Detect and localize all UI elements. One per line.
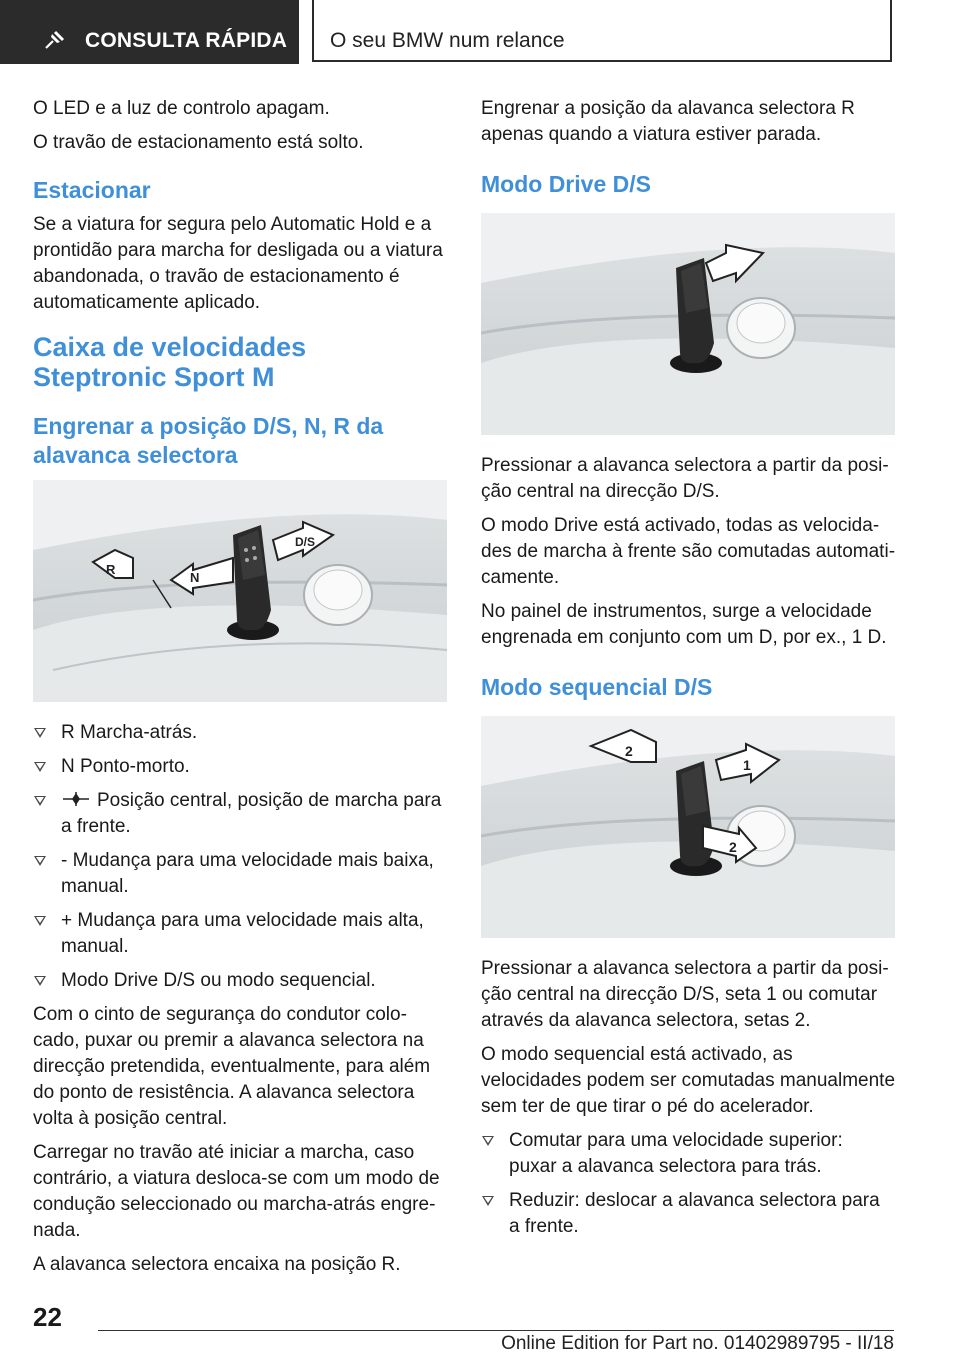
pin-icon [42,28,68,52]
list-item: + Mudança para uma velocidade mais alta, manual. [33,908,447,960]
section-tab[interactable] [312,0,892,62]
paragraph: Pressionar a alavanca selectora a partir da posição central na direcção D/S, seta 1 ou comutar através da alavanca selectora, setas 2. [481,958,889,1031]
label-1: 1 [743,757,751,773]
sequential-mode-illustration [481,716,895,938]
list-item: Reduzir: deslocar a alavanca selectora para a frente. [481,1188,895,1240]
triangle-bullet-icon [34,976,46,986]
paragraph: No painel de instrumentos, surge a velocidade engrenada em conjunto com um D, por ex., 1 D. [481,601,887,648]
gear-selector-illustration [33,480,447,702]
section-title: O seu BMW num relance [330,29,565,52]
left-column [33,96,447,1286]
label-r: R [106,562,116,577]
heading-drive-mode: Modo Drive D/S [481,171,651,197]
label-2-top: 2 [625,743,633,759]
label-n: N [190,570,200,585]
paragraph: O modo sequencial está activado, as velocidades podem ser comutadas manualmente sem ter de que tirar o pé do acelerador. [481,1044,896,1117]
bullet-list [481,1128,895,1240]
paragraph: O travão de estacionamento está solto. [33,132,364,153]
label-ds: D/S [295,535,316,549]
footer-edition: Online Edition for Part no. 01402989795 - II/18 [501,1333,894,1354]
paragraph: A alavanca selectora encaixa na posição R. [33,1254,401,1275]
heading-estacionar: Estacionar [33,177,151,203]
triangle-bullet-icon [34,856,46,866]
heading-steptronic: Caixa de velocidades Steptronic Sport M [33,332,307,392]
paragraph: Engrenar a posição da alavanca selectora R apenas quando a viatura estiver parada. [481,98,855,145]
paragraph: Pressionar a alavanca selectora a partir da posição central na direcção D/S. [481,455,889,502]
footer-divider [98,1330,894,1331]
central-position-icon [61,790,91,808]
right-column [481,96,895,1248]
paragraph: Carregar no travão até iniciar a marcha, caso contrário, a viatura desloca-se com um modo de condução seleccionado ou marcha-atrás engrenada. [33,1142,440,1241]
triangle-bullet-icon [34,916,46,926]
list-item: R Marcha-atrás. [33,720,447,746]
page-number: 22 [33,1302,62,1332]
bullet-list [33,720,447,994]
triangle-bullet-icon [482,1196,494,1206]
paragraph: O LED e a luz de controlo apagam. [33,98,330,119]
list-item: Modo Drive D/S ou modo sequencial. [33,968,447,994]
quick-reference-tab[interactable] [0,0,299,64]
quick-reference-label: CONSULTA RÁPIDA [85,29,288,52]
drive-mode-illustration [481,213,895,435]
list-item: Comutar para uma velocidade superior: puxar a alavanca selectora para trás. [481,1128,895,1180]
list-item: Posição central, posição de marcha para a frente. [33,788,447,840]
label-2-bottom: 2 [729,839,737,855]
paragraph: O modo Drive está activado, todas as velocidades de marcha à frente são comutadas automaticamente. [481,515,896,588]
triangle-bullet-icon [34,762,46,772]
list-item: N Ponto-morto. [33,754,447,780]
paragraph: Se a viatura for segura pelo Automatic Hold e a prontidão para marcha for desligada ou a viatura abandonada, o travão de estacionamento é automaticamente aplicado. [33,214,443,313]
triangle-bullet-icon [34,728,46,738]
paragraph: Com o cinto de segurança do condutor colocado, puxar ou premir a alavanca selectora na direcção pretendida, eventualmente, para além do ponto de resistência. A alavanca selectora volta à posição central. [33,1004,431,1129]
triangle-bullet-icon [482,1136,494,1146]
list-item: - Mudança para uma velocidade mais baixa, manual. [33,848,447,900]
heading-sequential-mode: Modo sequencial D/S [481,674,713,700]
heading-engage-position: Engrenar a posição D/S, N, R da alavanca selectora [33,413,384,468]
triangle-bullet-icon [34,796,46,806]
